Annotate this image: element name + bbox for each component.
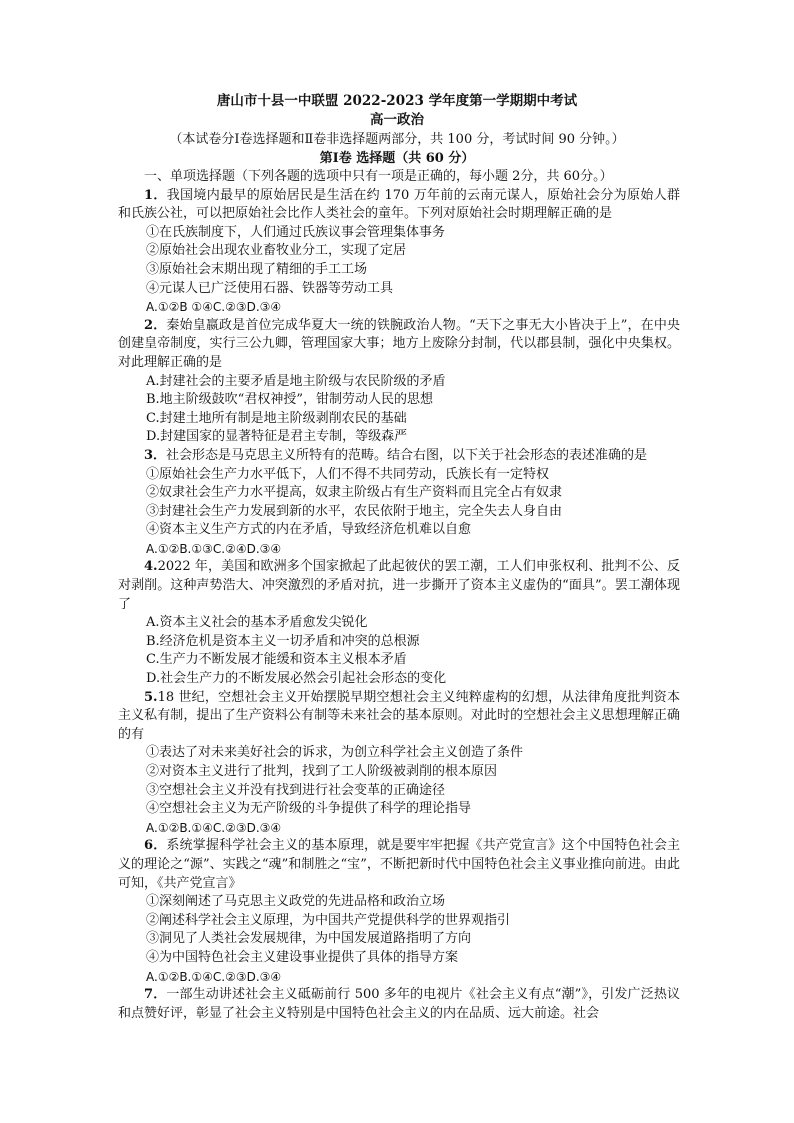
question-stem [118,986,680,1023]
question-text: 我国境内最早的原始居民是生活在约 170 万年前的云南元谋人，原始社会分为原始人群和氏族公社，可以把原始社会比作人类社会的童年。下列对原始社会时期理解正确的是 [118,187,680,222]
question-text: 2022 年，美国和欧洲多个国家掀起了此起彼伏的罢工潮，工人们申张权利、批判不公、反对剥削。这种声势浩大、冲突激烈的矛盾对抗，进一步撕开了资本主义虚伪的“面具”。罢工潮体现了 [118,559,680,612]
question-option: ③空想社会主义并没有找到进行社会变革的正确途径 [146,782,446,798]
question-text: 一部生动讲述社会主义砥砺前行 500 多年的电视片《社会主义有点“潮”》，引发广泛热议和点赞好评，彰显了社会主义特别是中国特色社会主义的内在品质、远大前途。社会 [118,987,680,1021]
question-option: C.生产力不断发展才能缓和资本主义根本矛盾 [146,652,407,668]
question-item [118,317,680,447]
question-option: ②阐述科学社会主义原理，为中国共产党提供科学的世界观指引 [146,912,511,928]
question-option: ③封建社会生产力发展到新的水平，农民依附于地主，完全失去人身自由 [146,503,563,519]
question-number: 1． [144,187,167,203]
question-number: 6． [144,838,167,854]
question-option: ④空想社会主义为无产阶级的斗争提供了科学的理论指导 [146,801,472,817]
question-option: ①在氏族制度下，人们通过氏族议事会管理集体事务 [146,224,446,240]
question-number: 4. [144,559,158,575]
question-option: D.封建国家的显著特征是君主专制，等级森严 [146,429,408,445]
question-option: ①原始社会生产力水平低下，人们不得不共同劳动，氏族长有一定特权 [146,466,550,482]
answer-choices: A.①②B.①③C.②④D.③④ [146,541,282,556]
question-number: 2． [144,317,167,333]
question-option: ①深刻阐述了马克思主义政党的先进品格和政治立场 [146,894,446,910]
question-number: 7． [144,987,167,1003]
question-list [118,187,680,1024]
question-text: 18 世纪，空想社会主义开始摆脱早期空想社会主义纯粹虚构的幻想，从法律角度批判资本主义私有制，提出了生产资料公有制等未来社会的基本原则。对此时的空想社会主义思想理解正确的有 [118,689,680,742]
question-item [118,689,680,838]
question-option: ④资本主义生产方式的内在矛盾，导致经济危机难以自愈 [146,522,472,538]
question-option: ④元谋人已广泛使用石器、铁器等劳动工具 [146,280,394,296]
question-stem [118,317,680,373]
question-stem [118,447,680,466]
question-option: ④为中国特色社会主义建设事业提供了具体的指导方案 [146,949,459,965]
question-option: ③原始社会末期出现了精细的手工工场 [146,261,368,277]
question-option: ①表达了对未来美好社会的诉求，为创立科学社会主义创造了条件 [146,745,524,761]
question-item [118,447,680,559]
question-option: A.资本主义社会的基本矛盾愈发尖锐化 [146,615,368,631]
question-option: D.社会生产力的不断发展必然会引起社会形态的变化 [146,671,447,687]
exam-header [0,92,794,168]
question-item [118,187,680,317]
question-text: 秦始皇嬴政是首位完成华夏大一统的铁腕政治人物。“天下之事无大小皆决于上”，在中央创建皇帝制度，实行三公九卿，管理国家大事；地方上废除分封制，代以郡县制，强化中央集权。对此理解正确的是 [118,317,680,370]
exam-title: 唐山市十县一中联盟 2022-2023 学年度第一学期期中考试 [216,93,578,109]
question-option: ②奴隶社会生产力水平提高，奴隶主阶级占有生产资料而且完全占有奴隶 [146,485,563,501]
exam-subject: 高一政治 [370,112,424,128]
question-text: 系统掌握科学社会主义的基本原理，就是要牢牢把握《共产党宣言》这个中国特色社会主义的理论之“源”、实践之“魂”和制胜之“宝”，不断把新时代中国特色社会主义事业推向前进。由此可知，《共产党宣言》 [118,838,680,891]
question-option: B.地主阶级鼓吹“君权神授”，钳制劳动人民的思想 [146,392,433,408]
question-item [118,837,680,986]
question-stem [118,558,680,614]
answer-choices: A.①②B.①④C.②③D.③④ [146,969,282,984]
answer-choices: A.①②B ①④C.②③D.③④ [146,300,282,315]
question-text: 社会形态是马克思主义所特有的范畴。结合右图，以下关于社会形态的表述准确的是 [166,447,648,463]
answer-choices: A.①②B.①④C.②③D.③④ [146,820,282,835]
question-item [118,558,680,688]
question-option: B.经济危机是资本主义一切矛盾和冲突的总根源 [146,633,420,649]
exam-note: （本试卷分Ⅰ卷选择题和Ⅱ卷非选择题两部分，共 100 分，考试时间 90 分钟。） [169,132,625,147]
question-content [118,168,680,1023]
question-stem [118,187,680,224]
question-option: A.封建社会的主要矛盾是地主阶级与农民阶级的矛盾 [146,373,446,389]
question-option: ②原始社会出现农业畜牧业分工，实现了定居 [146,243,407,259]
question-stem [118,689,680,745]
question-number: 3． [144,447,167,463]
question-item [118,986,680,1023]
question-number: 5. [144,689,158,705]
question-option: ②对资本主义进行了批判，找到了工人阶级被剥削的根本原因 [146,764,498,779]
question-option: ③洞见了人类社会发展规律，为中国发展道路指明了方向 [146,931,472,947]
section-heading: 一、单项选择题（下列各题的选项中只有一项是正确的，每小题 2分，共 60分。） [144,169,613,184]
question-option: C.封建土地所有制是地主阶级剥削农民的基础 [146,410,407,426]
question-stem [118,837,680,893]
part-heading: 第Ⅰ卷 选择题（共 60 分） [319,151,475,166]
